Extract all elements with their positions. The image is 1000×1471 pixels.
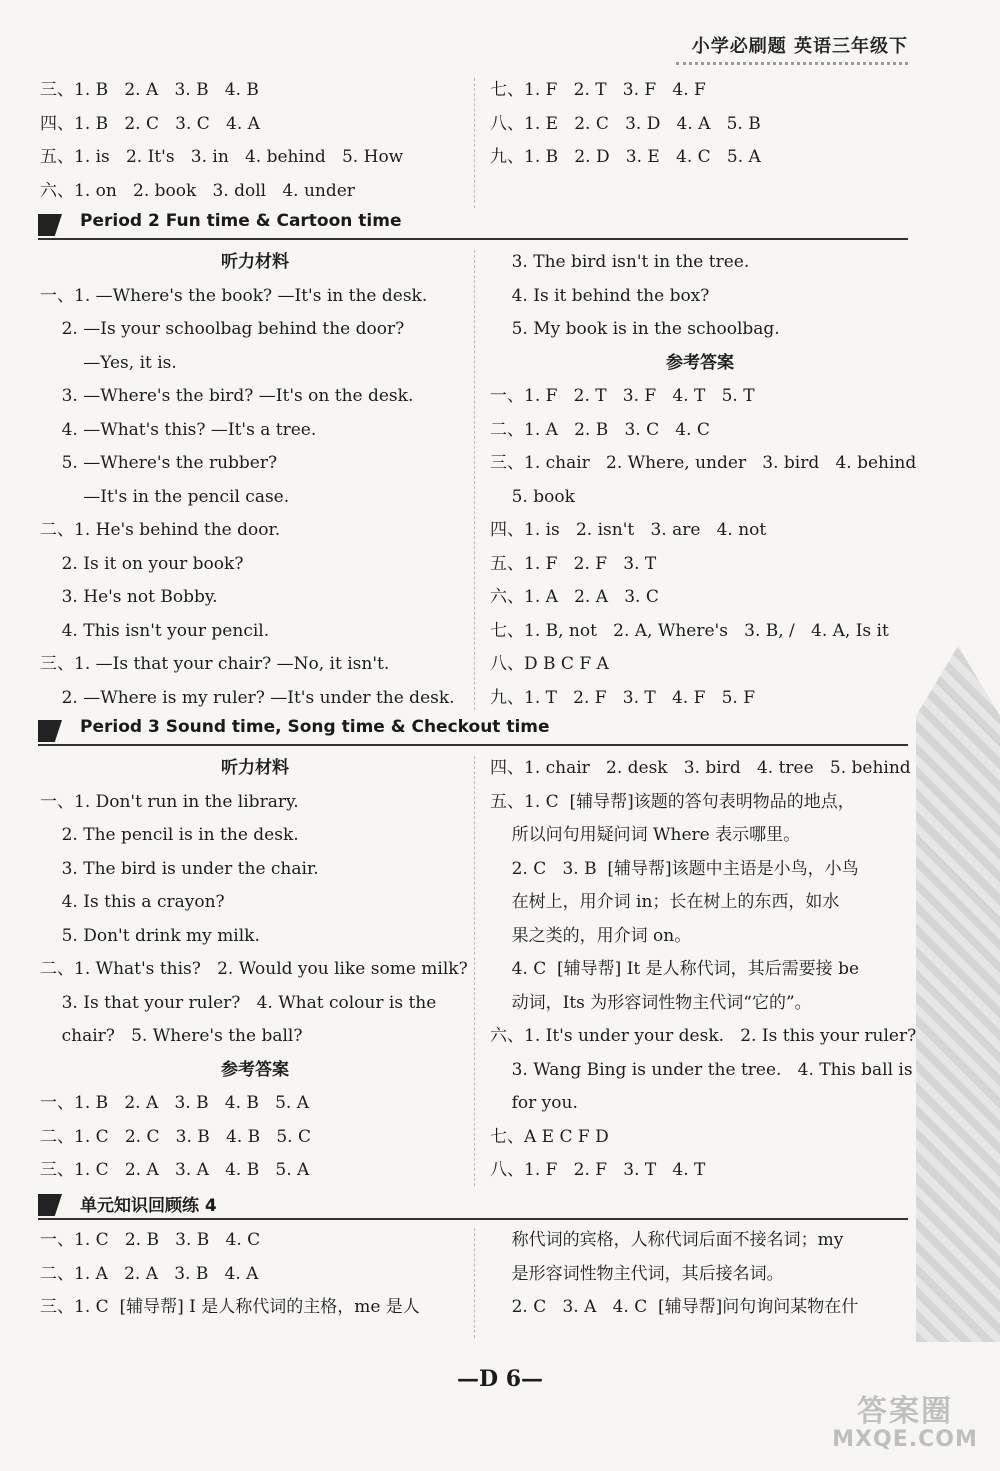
page-number: —D 6— (456, 1366, 544, 1392)
answer-line: 三、1. C 2. A 3. A 4. B 5. A (40, 1160, 310, 1180)
answer-line: 2. —Is your schoolbag behind the door? (40, 319, 405, 339)
answer-line: 七、A E C F D (490, 1126, 609, 1147)
answer-line: 4. —What's this? —It's a tree. (40, 419, 317, 440)
header-divider (676, 62, 908, 65)
answer-line: 5. My book is in the schoolbag. (490, 319, 780, 339)
answer-line: 二、1. A 2. B 3. C 4. C (490, 419, 710, 440)
answer-line: 4. Is this a crayon? (40, 892, 225, 912)
answer-line: 六、1. on 2. book 3. doll 4. under (40, 180, 355, 201)
answer-line: for you. (490, 1093, 578, 1113)
answer-line: 三、1. C [辅导帮] I 是人称代词的主格，me 是人 (40, 1297, 420, 1317)
answer-line: 二、1. C 2. C 3. B 4. B 5. C (40, 1126, 311, 1147)
section-title: Period 3 Sound time, Song time & Checkout time (80, 717, 550, 737)
subsection-heading: 参考答案 (221, 1059, 289, 1080)
watermark-line2: MXQE.COM (832, 1427, 978, 1452)
answer-line: 5. book (490, 486, 575, 507)
column-divider (474, 250, 475, 710)
answer-line: 八、1. E 2. C 3. D 4. A 5. B (490, 113, 761, 134)
answer-line: 八、D B C F A (490, 654, 609, 674)
side-decoration (916, 646, 1000, 1342)
answer-line: 四、1. chair 2. desk 3. bird 4. tree 5. behind (490, 758, 911, 778)
column-divider (474, 1228, 475, 1338)
answer-line: 4. Is it behind the box? (490, 285, 710, 306)
subsection-heading: 听力材料 (221, 252, 289, 272)
answer-line: 3. He's not Bobby. (40, 587, 218, 607)
answer-line: 二、1. A 2. A 3. B 4. A (40, 1263, 259, 1284)
answer-line: 九、1. B 2. D 3. E 4. C 5. A (490, 147, 761, 167)
answer-line: —It's in the pencil case. (40, 486, 290, 507)
answer-line: 三、1. chair 2. Where, under 3. bird 4. behind (490, 453, 917, 473)
answer-line: 3. —Where's the bird? —It's on the desk. (40, 386, 414, 406)
period2-right-column (490, 246, 917, 715)
answer-line: 称代词的宾格，人称代词后面不接名词；my (490, 1230, 844, 1250)
answer-line: chair? 5. Where's the ball? (40, 1026, 303, 1046)
answer-line: 七、1. F 2. T 3. F 4. F (490, 80, 706, 100)
answer-line: 3. The bird is under the chair. (40, 858, 319, 879)
answer-line: 动词，Its 为形容词性物主代词“它的”。 (490, 992, 812, 1013)
answer-line: 2. C 3. A 4. C [辅导帮]问句询问某物在什 (490, 1297, 859, 1317)
column-divider (474, 756, 475, 1186)
answer-line: —Yes, it is. (40, 352, 177, 373)
answer-line: 2. The pencil is in the desk. (40, 825, 299, 845)
section-header-period3 (38, 717, 908, 746)
answer-line: 5. —Where's the rubber? (40, 453, 278, 473)
review-right-column (490, 1224, 910, 1325)
period3-right-column (490, 752, 917, 1188)
column-divider (474, 78, 475, 208)
answer-line: 5. Don't drink my milk. (40, 925, 260, 946)
answer-line: 一、1. —Where's the book? —It's in the desk. (40, 285, 428, 306)
answer-line: 在树上，用介词 in；长在树上的东西，如水 (490, 892, 840, 912)
answer-line: 四、1. B 2. C 3. C 4. A (40, 113, 260, 134)
section-header-period2 (38, 211, 908, 240)
answer-line: 七、1. B, not 2. A, Where's 3. B, / 4. A, Is it (490, 620, 889, 641)
section-title: 单元知识回顾练 4 (80, 1196, 217, 1216)
review-left-column (40, 1224, 470, 1325)
answer-line: 2. Is it on your book? (40, 553, 244, 574)
answer-line: 四、1. is 2. isn't 3. are 4. not (490, 520, 767, 540)
watermark-line1: 答案圈 (857, 1394, 953, 1429)
section-title: Period 2 Fun time & Cartoon time (80, 211, 402, 231)
answer-line: 九、1. T 2. F 3. T 4. F 5. F (490, 687, 756, 708)
answer-line: 3. Wang Bing is under the tree. 4. This ball is (490, 1059, 913, 1080)
answer-line: 4. This isn't your pencil. (40, 620, 270, 641)
answer-line: 4. C [辅导帮] It 是人称代词，其后需要接 be (490, 959, 860, 979)
period2-left-column (40, 246, 470, 715)
subsection-heading: 参考答案 (666, 352, 734, 373)
answer-line: 一、1. F 2. T 3. F 4. T 5. T (490, 386, 755, 406)
part1-right-column (490, 74, 910, 175)
section-marker-icon (38, 720, 62, 742)
period3-left-column (40, 752, 470, 1188)
answer-line: 果之类的，用介词 on。 (490, 925, 692, 946)
section-marker-icon (38, 1194, 62, 1216)
answer-line: 五、1. F 2. F 3. T (490, 553, 657, 574)
answer-line: 一、1. Don't run in the library. (40, 791, 299, 812)
answer-line: 八、1. F 2. F 3. T 4. T (490, 1160, 706, 1180)
answer-line: 二、1. He's behind the door. (40, 520, 281, 540)
answer-line: 2. —Where is my ruler? —It's under the desk. (40, 687, 455, 708)
watermark-logo (820, 1395, 990, 1452)
part1-left-column (40, 74, 470, 208)
answer-line: 3. Is that your ruler? 4. What colour is the (40, 992, 437, 1013)
answer-line: 三、1. —Is that your chair? —No, it isn't. (40, 654, 390, 674)
answer-line: 一、1. B 2. A 3. B 4. B 5. A (40, 1093, 309, 1113)
answer-line: 2. C 3. B [辅导帮]该题中主语是小鸟，小鸟 (490, 858, 859, 879)
answer-line: 3. The bird isn't in the tree. (490, 252, 750, 272)
subsection-heading: 听力材料 (221, 758, 289, 778)
answer-line: 五、1. is 2. It's 3. in 4. behind 5. How (40, 147, 404, 167)
answer-line: 一、1. C 2. B 3. B 4. C (40, 1230, 261, 1250)
section-header-review (38, 1194, 908, 1220)
answer-line: 是形容词性物主代词，其后接名词。 (490, 1263, 784, 1284)
answer-line: 五、1. C [辅导帮]该题的答句表明物品的地点， (490, 791, 855, 812)
answer-line: 六、1. A 2. A 3. C (490, 587, 659, 607)
answer-line: 所以问句用疑问词 Where 表示哪里。 (490, 825, 801, 845)
answer-line: 六、1. It's under your desk. 2. Is this your ruler? (490, 1026, 917, 1046)
answer-line: 三、1. B 2. A 3. B 4. B (40, 80, 259, 100)
section-marker-icon (38, 214, 62, 236)
answer-line: 二、1. What's this? 2. Would you like some milk? (40, 959, 468, 979)
header-title: 小学必刷题 英语三年级下 (691, 36, 908, 57)
